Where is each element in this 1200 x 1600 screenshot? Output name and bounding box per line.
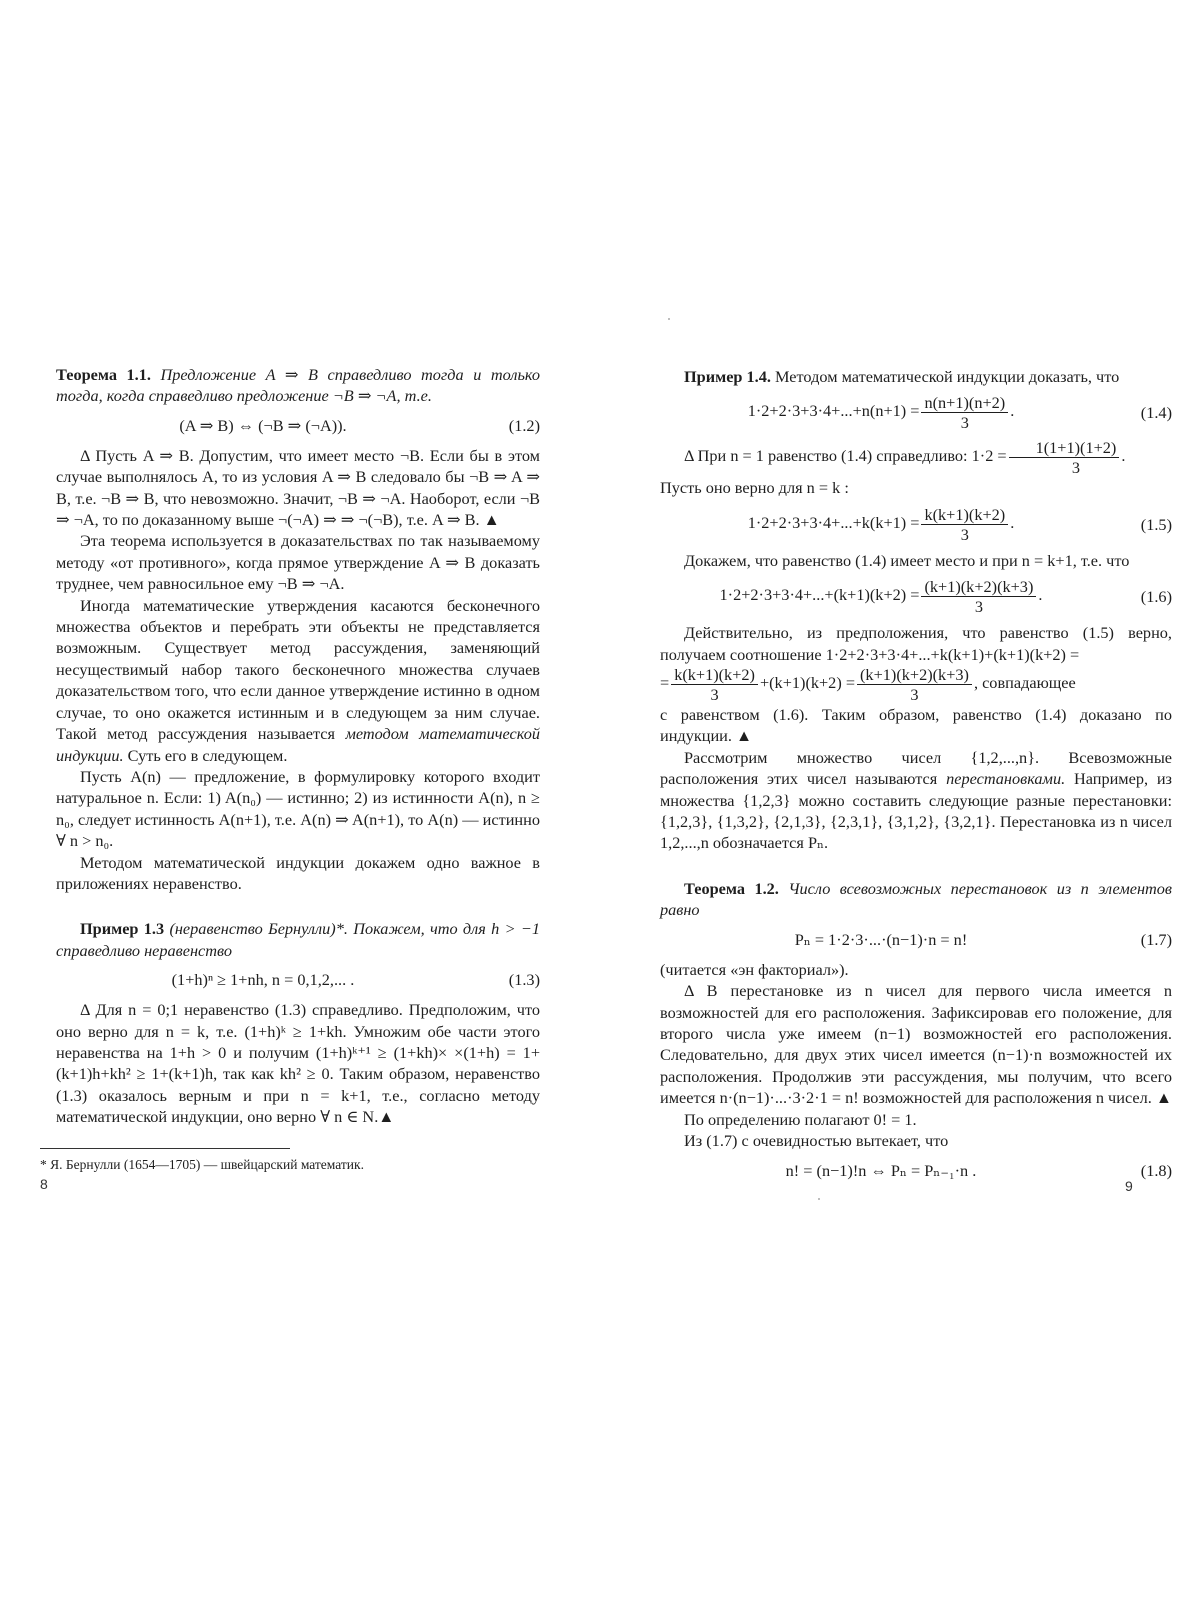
equation-1-7-formula: Pₙ = 1·2·3·...·(n−1)·n = n!	[794, 929, 968, 949]
equation-1-6-fraction	[921, 577, 1036, 616]
equation-1-3	[56, 967, 540, 993]
equation-1-3-number: (1.3)	[508, 970, 540, 990]
right-text-column	[660, 366, 1172, 1189]
fraction-numerator: (k+1)(k+2)(k+3)	[921, 577, 1036, 597]
zero-factorial-definition: По определению полагают 0! = 1.	[684, 1109, 917, 1129]
example-1-3-statement: (неравенство Бернулли)*. Покажем, что для h > −1 справедливо неравенство	[56, 919, 540, 960]
equation-1-5-number: (1.5)	[1140, 514, 1172, 534]
fraction-denominator: 3	[960, 413, 969, 433]
page-number-right: 9	[1125, 1178, 1133, 1194]
theorem-1-1-statement: Предложение A ⇒ B справедливо тогда и только тогда, когда справедливо предложение ¬B ⇒ ¬A, т.е.	[56, 365, 541, 406]
right-page	[600, 0, 1200, 1600]
theorem-1-2-statement: Число всевозможных перестановок из n элементов равно	[660, 878, 1172, 920]
left-text-column	[56, 364, 540, 1128]
equation-1-5-lhs: 1·2+2·3+3·4+...+k(k+1) =	[747, 513, 920, 533]
paragraph-infinite-sets	[56, 595, 540, 766]
induction-step-proof: Действительно, из предположения, что равенство (1.5) верно, получаем соотношение 1·2+2·3+3·4+...+k(k+1)+(k+1)(k+2) =	[660, 623, 1172, 664]
equation-1-5-fraction	[921, 505, 1008, 544]
fraction-denominator: 3	[1071, 458, 1081, 478]
fraction-numerator: n(n+1)(n+2)	[921, 393, 1008, 413]
equation-1-7-number: (1.7)	[1140, 929, 1172, 949]
equation-1-2-number: (1.2)	[508, 416, 540, 436]
theorem-1-1-heading: Теорема 1.1.	[56, 365, 151, 384]
equation-1-2-formula: (A ⇒ B) ⇔ (¬B ⇒ (¬A)).	[179, 416, 347, 436]
equation-1-6-number: (1.6)	[1140, 587, 1172, 607]
proof-theorem-1-1: Δ Пусть A ⇒ B. Допустим, что имеет место ¬B. Если бы в этом случае выполнялось A, то из условия A ⇒ B следовало бы ¬B ⇒ A ⇒ B, т.е. ¬B ⇒ B, что невозможно. Значит, ¬B ⇒ ¬A. Наоборот, если ¬B ⇒ ¬A, то по доказанному выше ¬(¬A) ⇒ ⇒ ¬(¬B), т.е. A ⇒ B. ▲	[56, 445, 540, 530]
example-1-4	[660, 366, 1172, 387]
base-case-text: Δ При n = 1 равенство (1.4) справедливо: 1·2 =	[684, 446, 1007, 466]
theorem-1-2-heading: Теорема 1.2.	[684, 878, 779, 898]
induction-chain	[660, 665, 1172, 704]
permutations-tail: Например, из множества {1,2,3} можно составить следующие разные перестановки: {1,2,3}, {1,3,2}, {2,1,3}, {2,3,1}, {3,1,2}, {3,2,1}. Перестановка из n чисел 1,2,...,n обозначается Pₙ.	[660, 769, 1172, 853]
base-case: Δ При n = 1 равенство (1.4) справедливо: 1·2 = $\frac{1(1+1)(1+2)}{3}$ .	[684, 438, 1126, 478]
theorem-1-2	[660, 878, 1172, 921]
equation-1-2	[56, 413, 540, 439]
paragraph-induction-principle: Пусть A(n) — предложение, в формулировку которого входит натуральное n. Если: 1) A(n₀) — истинно; 2) из истинности A(n), n ≥ n₀, следует истинность A(n+1), т.е. A(n) ⇒ A(n+1), то A(n) — истинно ∀ n > n₀.	[56, 766, 540, 851]
fraction-denominator: 3	[910, 685, 919, 705]
permutations-text: Рассмотрим множество чисел {1,2,...,n}. Всевозможные расположения этих чисел называются	[660, 747, 1172, 789]
proof-example-1-3: Δ Для n = 0;1 неравенство (1.3) справедливо. Предположим, что оно верно для n = k, т.е. (1+h)ᵏ ≥ 1+kh. Умножим обе части этого неравенства на 1+h > 0 и получим (1+h)ᵏ⁺¹ ≥ (1+kh)× ×(1+h) = 1+(k+1)h+kh² ≥ 1+(k+1)h, так как kh² ≥ 0. Таким образом, неравенство (1.3) оказалось верным и при n = k+1, т.е., согласно методу математической индукции, оно верно ∀ n ∈ N.▲	[56, 1000, 540, 1127]
footnote: * Я. Бернулли (1654—1705) — швейцарский математик.	[40, 1157, 364, 1172]
example-1-3	[56, 918, 540, 961]
induction-step-statement: Докажем, что равенство (1.4) имеет место и при n = k+1, т.е. что	[684, 550, 1130, 570]
base-case-fraction	[1009, 438, 1120, 477]
equation-1-3-formula: (1+h)ⁿ ≥ 1+nh, n = 0,1,2,... .	[171, 970, 355, 990]
equation-1-7	[660, 927, 1172, 953]
fraction-numerator: (k+1)(k+2)(k+3)	[857, 665, 972, 685]
equation-1-8-number: (1.8)	[1140, 1160, 1172, 1180]
example-1-4-heading: Пример 1.4.	[684, 367, 771, 386]
equation-1-4-lhs: 1·2+2·3+3·4+...+n(n+1) =	[747, 401, 920, 421]
equation-1-6-formula: 1·2+2·3+3·4+...+(k+1)(k+2) = $\frac{(k+1)(k+2)(k+3)}{3}$ .	[719, 577, 1043, 617]
fraction-denominator: 3	[710, 685, 719, 705]
induction-hypothesis: Пусть оно верно для n = k :	[660, 478, 849, 498]
equation-1-8	[660, 1157, 1172, 1183]
chain-equals: =	[660, 673, 670, 693]
chain-fraction-2	[857, 665, 972, 704]
equation-1-4-formula: 1·2+2·3+3·4+...+n(n+1) = $\frac{n(n+1)(n+2)}{3}$ .	[747, 393, 1015, 433]
chain-fraction-1	[671, 665, 758, 704]
paragraph-infinite-tail: Суть его в следующем.	[127, 745, 288, 765]
footnote-separator	[40, 1148, 290, 1149]
example-1-3-heading: Пример 1.3	[80, 919, 165, 939]
fraction-numerator: 1(1+1)(1+2)	[1009, 438, 1120, 458]
example-1-4-statement: Методом математической индукции доказать, что	[775, 367, 1120, 386]
paragraph-bernoulli-intro: Методом математической индукции докажем одно важное в приложениях неравенство.	[56, 852, 540, 893]
equation-1-5	[660, 505, 1172, 544]
fraction-numerator: k(k+1)(k+2)	[671, 665, 758, 685]
equation-1-5-formula: 1·2+2·3+3·4+...+k(k+1) = $\frac{k(k+1)(k+2)}{3}$ .	[747, 504, 1015, 544]
page-number-left: 8	[40, 1176, 48, 1192]
chain-tail: , совпадающее	[973, 673, 1076, 693]
factorial-reading: (читается «эн факториал»).	[660, 959, 849, 979]
equation-1-6	[660, 577, 1172, 616]
scan-speck	[818, 1198, 820, 1200]
equation-1-6-lhs: 1·2+2·3+3·4+...+(k+1)(k+2) =	[719, 585, 920, 605]
chain-middle: +(k+1)(k+2) =	[759, 673, 856, 693]
induction-conclusion: с равенством (1.6). Таким образом, равенство (1.4) доказано по индукции. ▲	[660, 705, 1172, 746]
equation-1-4-fraction	[921, 393, 1008, 432]
equation-1-4-number: (1.4)	[1140, 403, 1172, 423]
fraction-denominator: 3	[960, 524, 969, 544]
equation-1-8-formula: n! = (n−1)!n ⇔ Pₙ = Pₙ₋₁·n .	[785, 1160, 977, 1180]
corollary-intro: Из (1.7) с очевидностью вытекает, что	[684, 1130, 949, 1150]
induction-term: методом математической индукции.	[56, 724, 540, 765]
scan-speck	[668, 318, 670, 320]
paragraph-contradiction: Эта теорема используется в доказательствах по так называемому методу «от противного», когда прямое утверждение A ⇒ B доказать труднее, чем равносильное ему ¬B ⇒ ¬A.	[56, 531, 540, 594]
equation-1-4	[660, 393, 1172, 432]
fraction-numerator: k(k+1)(k+2)	[921, 505, 1008, 525]
paragraph-permutations	[660, 747, 1172, 854]
fraction-denominator: 3	[974, 597, 983, 617]
paragraph-infinite-text: Иногда математические утверждения касаются бесконечного множества объектов и перебрать эти объекты не представляется возможным. Существует метод рассуждения, заменяющий несуществимый набор такого бесконечного множества случаев доказательством того, что если данное утверждение истинно в одном случае, то оно окажется истинным и в следующем за ним случае. Такой метод рассуждения называется	[56, 595, 540, 744]
proof-theorem-1-2: Δ В перестановке из n чисел для первого числа имеется n возможностей для его расположения. Зафиксировав его положение, для второго числа уже имеем (n−1) возможностей его расположения. Следовательно, для двух этих чисел имеется (n−1)·n возможностей их расположения. Продолжив эти рассуждения, мы получим, что всего имеется n·(n−1)·...·3·2·1 = n! возможностей для расположения n чисел. ▲	[660, 981, 1172, 1108]
permutations-term: перестановками.	[946, 769, 1066, 789]
theorem-1-1	[56, 364, 540, 407]
